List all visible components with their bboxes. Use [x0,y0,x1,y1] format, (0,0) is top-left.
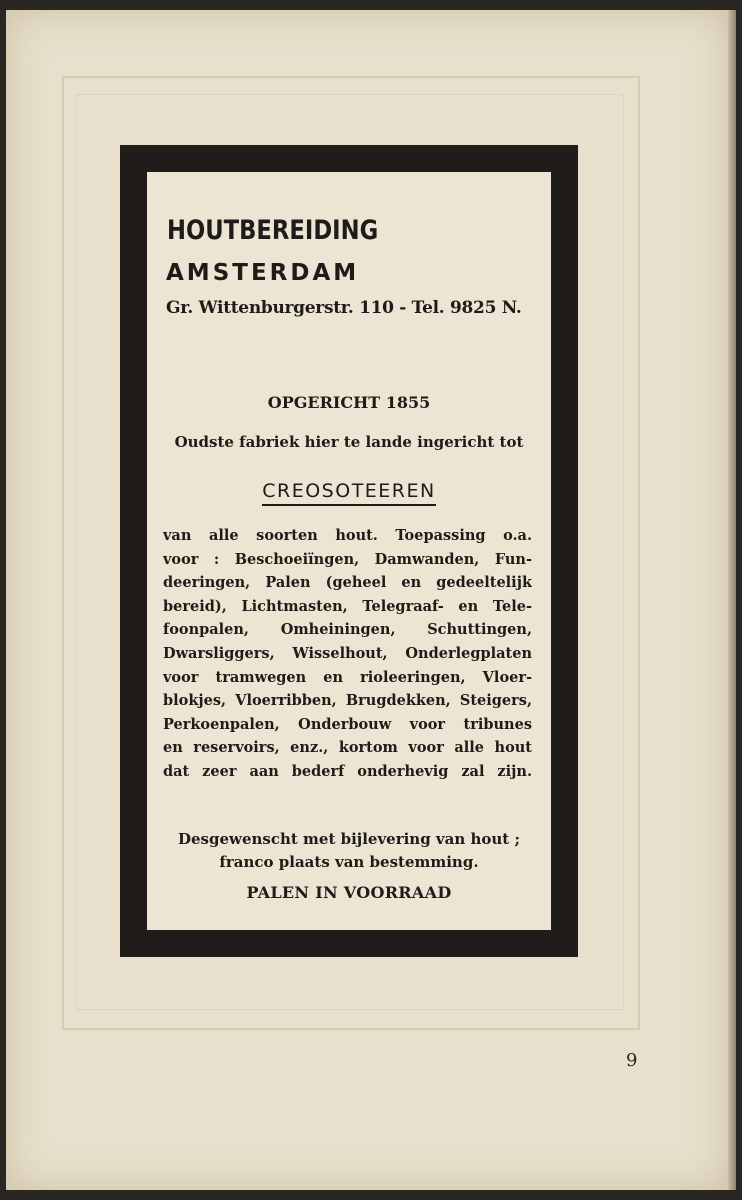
company-city: AMSTERDAM [166,260,360,286]
page-number: 9 [626,1050,638,1071]
description-line: deeringen, Palen (geheel en gedeeltelijk [163,574,532,592]
description-line: en reservoirs, enz., kortom voor alle hout [163,739,532,757]
description-line: Dwarsliggers, Wisselhout, Onderlegplaten [163,644,532,662]
service-heading [147,480,551,502]
description-line: Perkoenpalen, Onderbouw voor tribunes [163,715,532,733]
service-heading-text: CREOSOTEEREN [262,480,435,506]
delivery-line: Desgewenscht met bijlevering van hout ; [178,830,520,848]
company-address: Gr. Wittenburgerstr. 110 - Tel. 9825 N. [166,298,522,318]
founded-line: OPGERICHT 1855 [267,393,431,412]
description-line: dat zeer aan bederf onderhevig zal zijn. [163,762,532,780]
service-description [163,524,532,784]
franco-line: franco plaats van bestemming. [219,853,479,871]
description-line: voor : Beschoeiïngen, Damwanden, Fun- [163,550,532,568]
description-line: voor tramwegen en rioleeringen, Vloer- [163,668,532,686]
description-line: blokjes, Vloerribben, Brugdekken, Steigers, [163,692,532,710]
description-line: foonpalen, Omheiningen, Schuttingen, [163,621,532,639]
company-name: HOUTBEREIDING [167,215,379,246]
page-edge [728,10,736,1190]
description-line: van alle soorten hout. Toepassing o.a. [163,527,532,544]
stock-line: PALEN IN VOORRAAD [246,883,452,902]
intro-line: Oudste fabriek hier te lande ingericht tot [174,433,524,451]
description-line: bereid), Lichtmasten, Telegraaf- en Tele- [163,597,532,615]
